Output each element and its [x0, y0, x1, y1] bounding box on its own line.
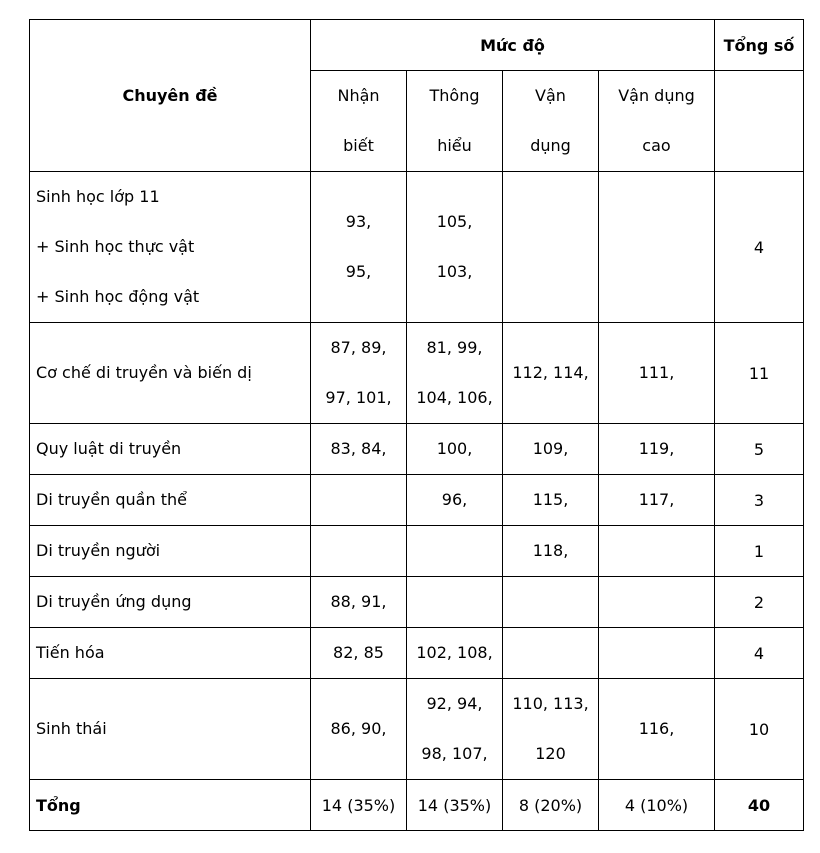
cell-van-dung: 109,: [503, 424, 599, 475]
header-empty-cell: [715, 71, 804, 172]
topic-cell: Sinh thái: [30, 679, 311, 780]
cell-total: 3: [715, 475, 804, 526]
cell-van-dung: 115,: [503, 475, 599, 526]
cell-van-dung-cao: [599, 628, 715, 679]
header-level-thong-hieu: Thông hiểu: [407, 71, 503, 172]
cell-thong-hieu: 102, 108,: [407, 628, 503, 679]
cell-van-dung-cao: [599, 577, 715, 628]
topic-cell: Di truyền người: [30, 526, 311, 577]
cell-van-dung-cao: 117,: [599, 475, 715, 526]
cell-van-dung-cao: [599, 526, 715, 577]
topic-cell: Quy luật di truyền: [30, 424, 311, 475]
cell-van-dung: [503, 172, 599, 323]
cell-van-dung-cao: 119,: [599, 424, 715, 475]
footer-label: Tổng: [30, 780, 311, 831]
table-row: [30, 323, 804, 424]
cell-van-dung-cao: 111,: [599, 323, 715, 424]
cell-total: 10: [715, 679, 804, 780]
cell-nhan-biet: 86, 90,: [311, 679, 407, 780]
cell-van-dung: 112, 114,: [503, 323, 599, 424]
cell-nhan-biet: 82, 85: [311, 628, 407, 679]
cell-van-dung-cao: [599, 172, 715, 323]
topic-cell: Sinh học lớp 11 + Sinh học thực vật + Sinh học động vật: [30, 172, 311, 323]
footer-total: 40: [715, 780, 804, 831]
table-row: [30, 679, 804, 780]
topic-cell: Di truyền quần thể: [30, 475, 311, 526]
footer-van-dung-cao: 4 (10%): [599, 780, 715, 831]
cell-thong-hieu: 81, 99, 104, 106,: [407, 323, 503, 424]
header-level-van-dung-cao: Vận dụng cao: [599, 71, 715, 172]
table-row: [30, 172, 804, 323]
table-row: [30, 475, 804, 526]
cell-total: 5: [715, 424, 804, 475]
header-tong-so: Tổng số: [715, 20, 804, 71]
footer-van-dung: 8 (20%): [503, 780, 599, 831]
cell-total: 4: [715, 172, 804, 323]
footer-nhan-biet: 14 (35%): [311, 780, 407, 831]
distribution-table: [29, 19, 804, 831]
footer-thong-hieu: 14 (35%): [407, 780, 503, 831]
cell-total: 2: [715, 577, 804, 628]
cell-van-dung: [503, 577, 599, 628]
cell-van-dung: 118,: [503, 526, 599, 577]
cell-thong-hieu: 92, 94, 98, 107,: [407, 679, 503, 780]
table-row: [30, 628, 804, 679]
cell-nhan-biet: 83, 84,: [311, 424, 407, 475]
cell-thong-hieu: [407, 577, 503, 628]
table-row: [30, 577, 804, 628]
cell-thong-hieu: 96,: [407, 475, 503, 526]
topic-cell: Cơ chế di truyền và biến dị: [30, 323, 311, 424]
cell-van-dung: 110, 113, 120: [503, 679, 599, 780]
header-level-van-dung: Vận dụng: [503, 71, 599, 172]
header-chuyen-de: Chuyên đề: [30, 20, 311, 172]
cell-van-dung-cao: 116,: [599, 679, 715, 780]
cell-van-dung: [503, 628, 599, 679]
table-row: [30, 424, 804, 475]
table-row: [30, 526, 804, 577]
cell-thong-hieu: [407, 526, 503, 577]
cell-total: 1: [715, 526, 804, 577]
cell-thong-hieu: 100,: [407, 424, 503, 475]
cell-total: 11: [715, 323, 804, 424]
cell-nhan-biet: [311, 526, 407, 577]
cell-thong-hieu: 105, 103,: [407, 172, 503, 323]
cell-nhan-biet: 87, 89, 97, 101,: [311, 323, 407, 424]
cell-nhan-biet: [311, 475, 407, 526]
cell-nhan-biet: 93, 95,: [311, 172, 407, 323]
topic-cell: Di truyền ứng dụng: [30, 577, 311, 628]
cell-total: 4: [715, 628, 804, 679]
header-muc-do: Mức độ: [311, 20, 715, 71]
header-level-nhan-biet: Nhận biết: [311, 71, 407, 172]
topic-cell: Tiến hóa: [30, 628, 311, 679]
cell-nhan-biet: 88, 91,: [311, 577, 407, 628]
